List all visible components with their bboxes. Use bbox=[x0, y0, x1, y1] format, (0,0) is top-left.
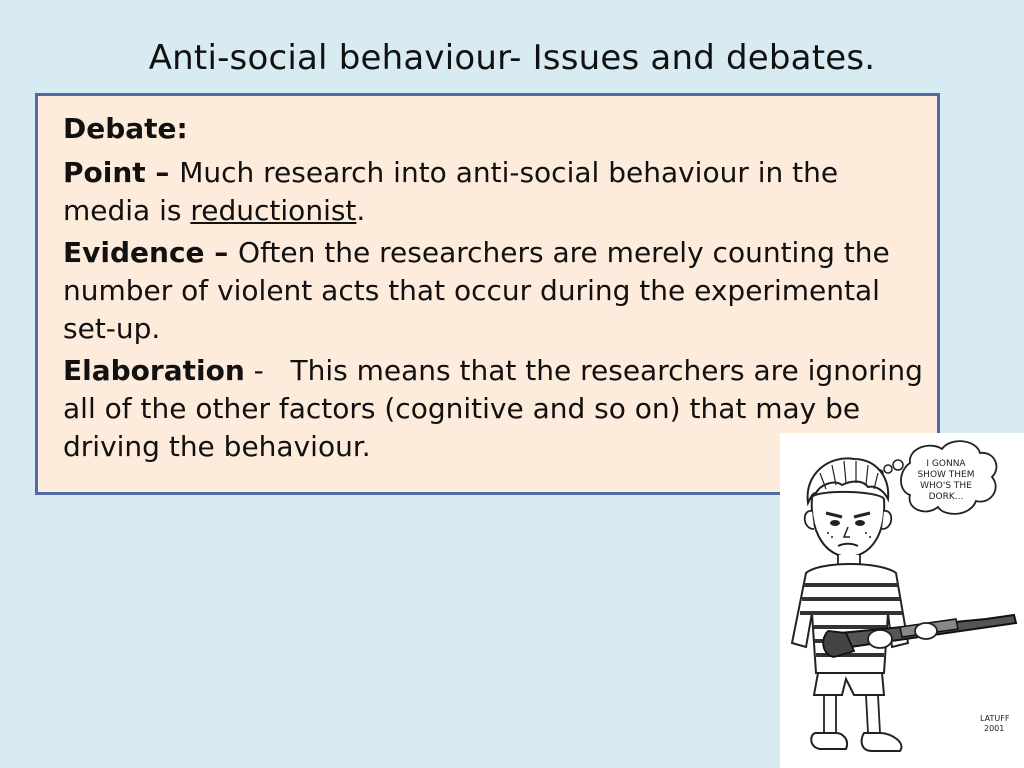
debate-label: Debate: bbox=[63, 112, 188, 145]
elaboration-text: This means that the researchers are ignoring all of the other factors (cognitive and so on) that may be driving the behaviour. bbox=[63, 354, 923, 463]
cartoon-signature-year: 2001 bbox=[984, 724, 1005, 733]
speech-line-3: WHO'S THE bbox=[920, 481, 972, 491]
cartoon-signature-name: LATUFF bbox=[980, 714, 1010, 723]
boy-with-shotgun-cartoon bbox=[780, 433, 1024, 768]
point-underlined-term: reductionist bbox=[190, 194, 357, 227]
point-paragraph bbox=[63, 154, 927, 230]
elaboration-dash: - bbox=[244, 354, 291, 387]
elaboration-label: Elaboration bbox=[63, 354, 245, 387]
point-text-end: . bbox=[356, 194, 366, 227]
point-label: Point bbox=[63, 156, 146, 189]
evidence-label: Evidence bbox=[63, 236, 205, 269]
speech-line-1: I GONNA bbox=[926, 459, 966, 469]
evidence-paragraph bbox=[63, 234, 927, 348]
point-dash: – bbox=[145, 156, 180, 189]
evidence-text: Often the researchers are merely counting the number of violent acts that occur during the experimental set-up. bbox=[63, 236, 890, 345]
slide-title: Anti-social behaviour- Issues and debates. bbox=[148, 38, 876, 78]
speech-line-2: SHOW THEM bbox=[917, 470, 975, 480]
evidence-dash: – bbox=[204, 236, 239, 269]
debate-text bbox=[63, 110, 927, 469]
debate-heading bbox=[63, 110, 927, 148]
speech-line-4: DORK... bbox=[928, 492, 964, 502]
cartoon-image bbox=[780, 433, 1024, 768]
point-text: Much research into anti-social behaviour in the media is bbox=[63, 156, 839, 227]
